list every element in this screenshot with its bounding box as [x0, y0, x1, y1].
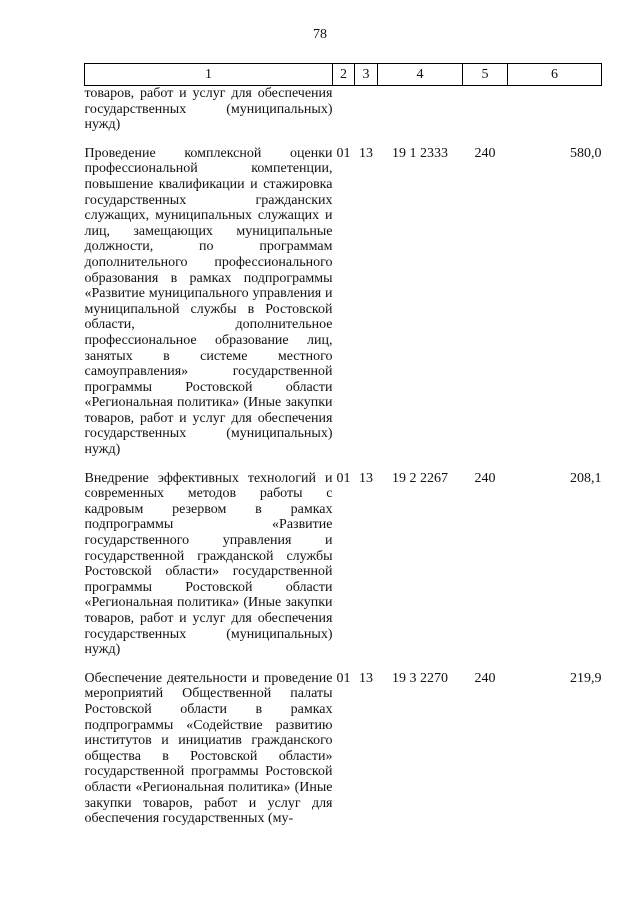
budget-table [84, 63, 602, 827]
column-header-3: 3 [355, 64, 378, 86]
column-header-1: 1 [85, 64, 333, 86]
column-header-5: 5 [463, 64, 508, 86]
row-expense-type: 240 [474, 470, 496, 486]
row-target-article: 19 2 2267 [392, 470, 448, 486]
table-body [85, 86, 602, 827]
row-description: Внедрение эффективных технологий и современных методов работы с кадровым резервом в рамках подпрограммы «Развитие государственного управления и государственной гражданской службы Ростовской области» государственной программы Ростовской области «Региональная политика» (Иные закупки товаров, работ и услуг для обеспечения государственных (муниципальных) нужд) [84, 470, 333, 658]
row-subsection-code: 13 [359, 470, 373, 486]
table-row [85, 471, 602, 671]
column-header-6: 6 [508, 64, 602, 86]
table-row [85, 146, 602, 471]
row-amount: 219,9 [570, 670, 602, 686]
row-target-article: 19 1 2333 [392, 145, 448, 161]
row-description: Обеспечение деятельности и проведение мероприятий Общественной палаты Ростовской области в рамках подпрограммы «Содействие развитию институтов и инициатив гражданского общества в Ростовской области» государственной программы Ростовской области «Региональная политика» (Иные закупки товаров, работ и услуг для обеспечения государственных (му- [84, 670, 333, 827]
row-subsection-code: 13 [359, 145, 373, 161]
row-amount: 580,0 [570, 145, 602, 161]
row-expense-type: 240 [474, 670, 496, 686]
table-cell [333, 86, 355, 146]
row-section-code: 01 [336, 470, 351, 486]
row-section-code: 01 [336, 670, 351, 686]
table-cell [508, 86, 602, 146]
table-cell [355, 86, 378, 146]
row-amount: 208,1 [570, 470, 602, 486]
table-row [85, 671, 602, 827]
header-row [85, 64, 602, 86]
page-number: 78 [313, 27, 327, 42]
continuation-description: товаров, работ и услуг для обеспечения государственных (муниципальных) нужд) [84, 86, 333, 133]
table-cell [378, 86, 463, 146]
column-header-4: 4 [378, 64, 463, 86]
row-subsection-code: 13 [359, 670, 373, 686]
table-header [85, 64, 602, 86]
row-expense-type: 240 [474, 145, 496, 161]
column-header-2: 2 [333, 64, 355, 86]
row-target-article: 19 3 2270 [392, 670, 448, 686]
row-section-code: 01 [336, 145, 351, 161]
row-description: Проведение комплексной оценки профессиональной компетенции, повышение квалификации и стажировка государственных гражданских служащих, муниципальных служащих и лиц, замещающих муниципальные должности, по программам дополнительного профессионального образования в рамках подпрограммы «Развитие муниципального управления и муниципальной службы в Ростовской области, дополнительное профессиональное образование лиц, занятых в системе местного самоуправления» государственной программы Ростовской области «Региональная политика» (Иные закупки товаров, работ и услуг для обеспечения государственных (муниципальных) нужд) [84, 145, 333, 458]
continuation-row [85, 86, 602, 146]
table-cell [463, 86, 508, 146]
